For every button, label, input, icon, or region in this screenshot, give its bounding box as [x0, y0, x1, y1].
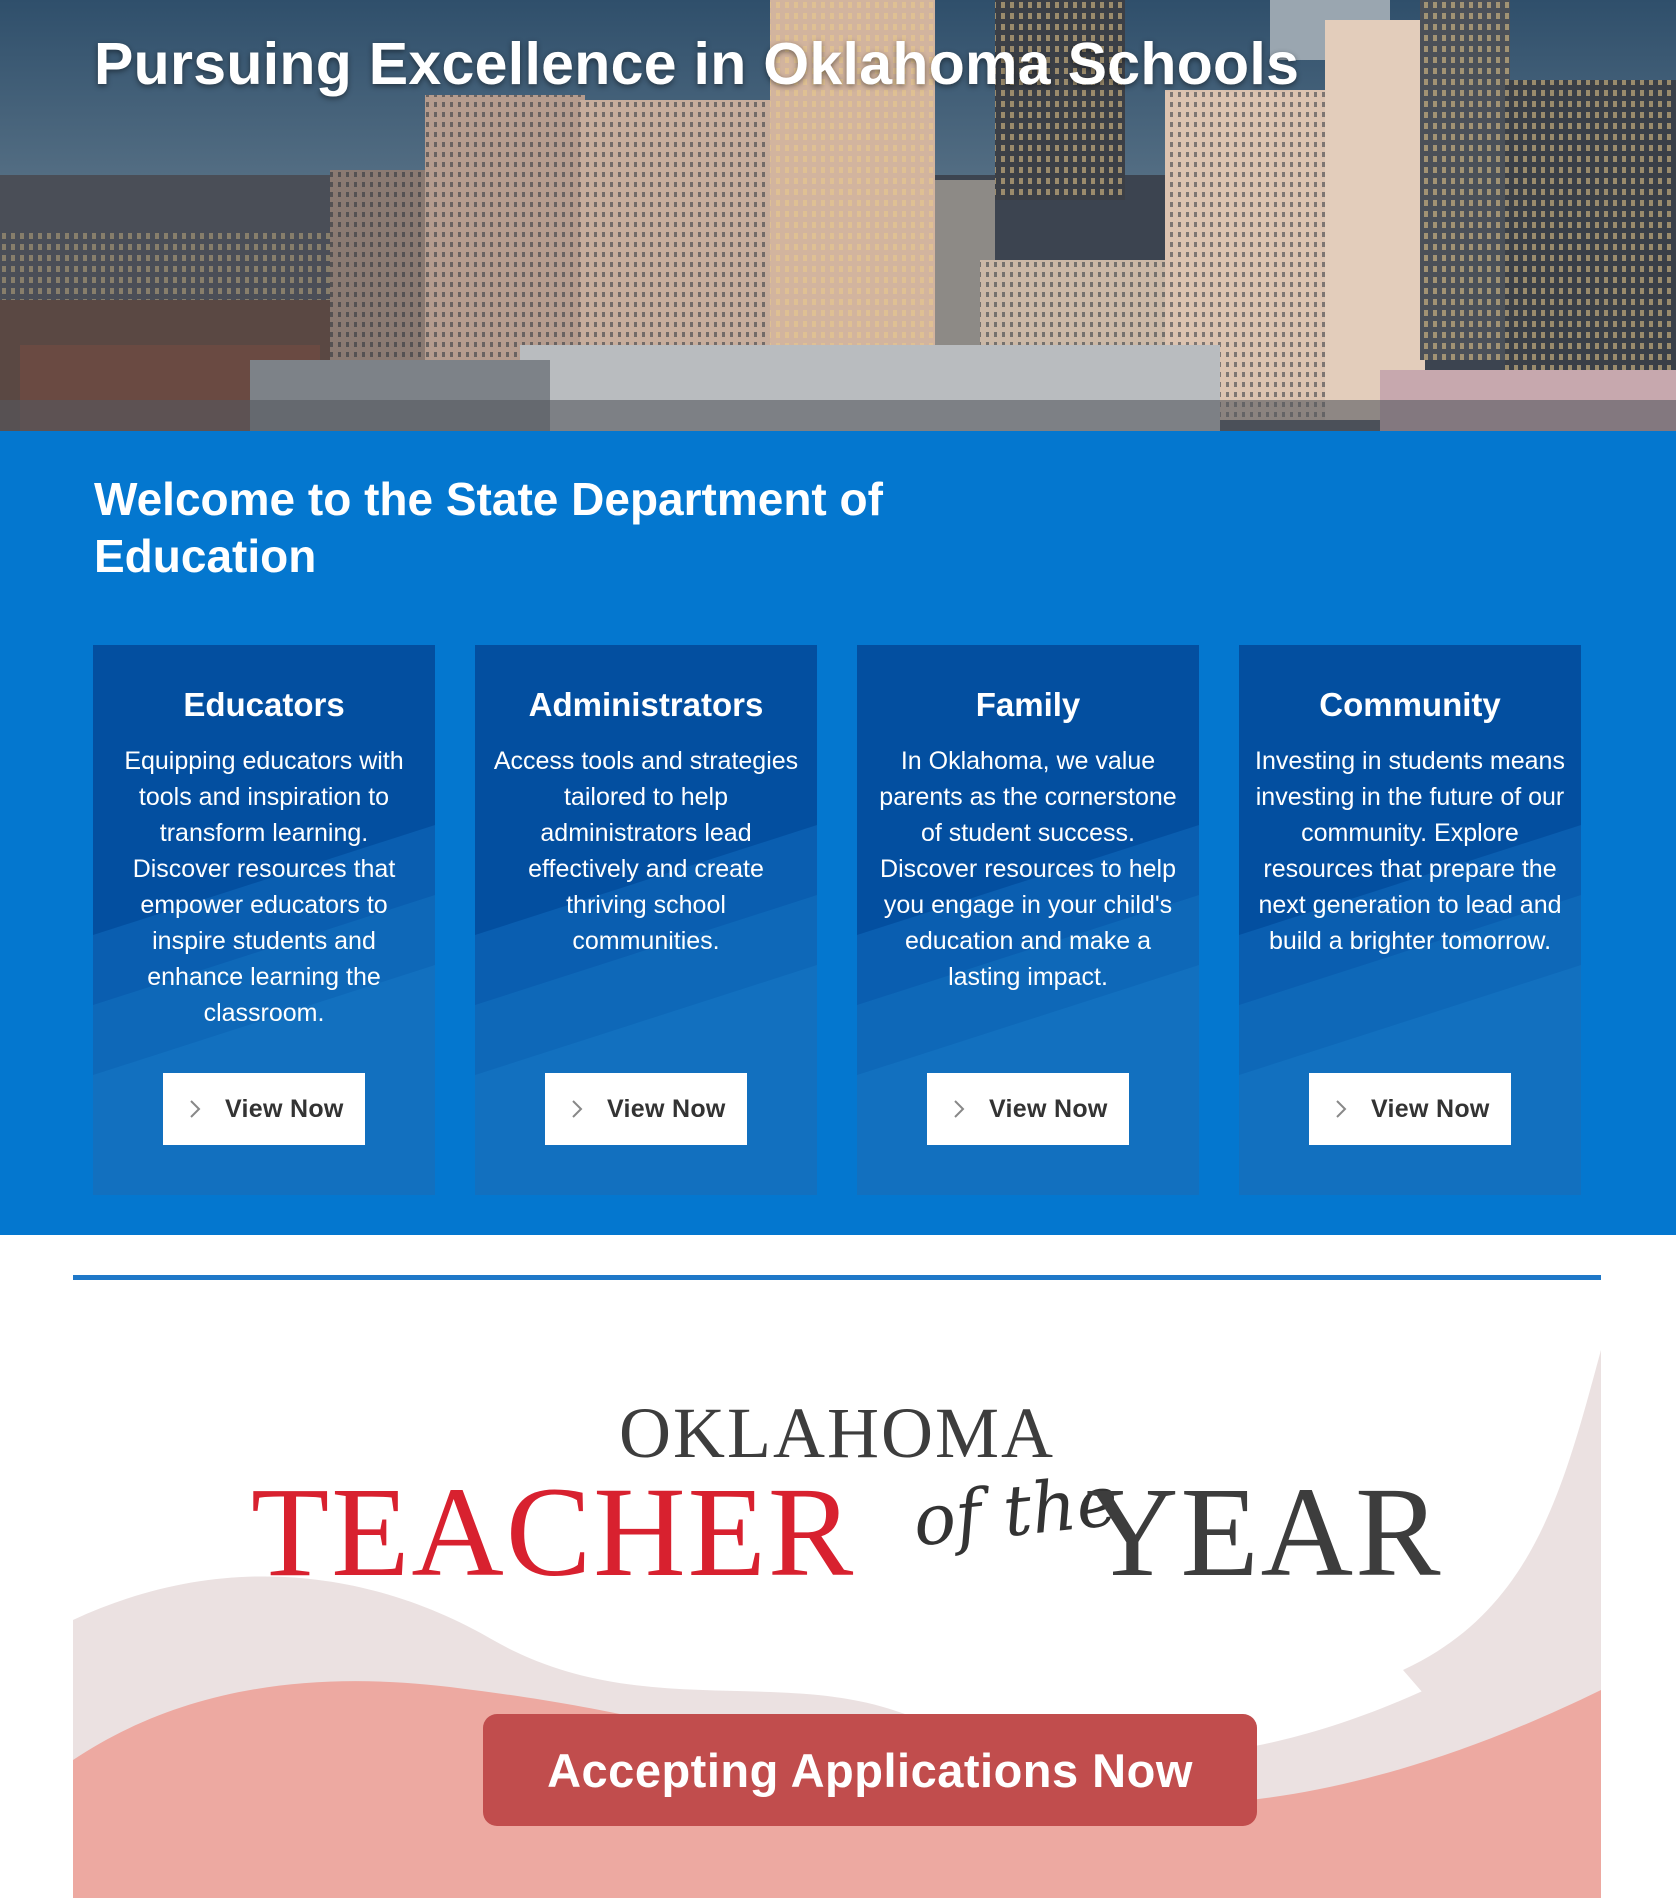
card-educators [93, 645, 435, 1195]
card-title: Administrators [528, 686, 764, 723]
oklahoma-heading: OKLAHOMA [619, 1393, 1055, 1473]
card-community [1239, 645, 1581, 1195]
card-family [857, 645, 1199, 1195]
welcome-section [0, 431, 1676, 1235]
view-now-button-administrators[interactable] [545, 1073, 747, 1145]
card-title: Community [1319, 686, 1501, 723]
card-description: In Oklahoma, we value parents as the cornerstone of student success. Discover resources to help you engage in your child's education and make a lasting impact. [879, 747, 1177, 991]
card-description: Equipping educators with tools and inspiration to transform learning. Discover resources that empower educators to inspire students and enhance learning the classroom. [124, 747, 404, 1027]
of-the-script: of the [909, 1459, 1122, 1563]
accepting-applications-button[interactable]: Accepting Applications Now [483, 1714, 1257, 1826]
chevron-right-icon [949, 1099, 969, 1119]
year-heading: YEAR [1086, 1461, 1443, 1603]
hero-title: Pursuing Excellence in Oklahoma Schools [94, 31, 1300, 97]
view-now-label: View Now [1371, 1095, 1490, 1123]
teacher-of-the-year-banner[interactable] [73, 1290, 1601, 1898]
chevron-right-icon [185, 1099, 205, 1119]
view-now-label: View Now [989, 1095, 1108, 1123]
card-description: Investing in students means investing in the future of our community. Explore resources that prepare the next generation to lead and build a brighter tomorrow. [1255, 747, 1565, 955]
teacher-heading: TEACHER [251, 1461, 856, 1603]
chevron-right-icon [1331, 1099, 1351, 1119]
view-now-button-community[interactable] [1309, 1073, 1511, 1145]
card-title: Educators [183, 686, 345, 723]
section-divider [73, 1275, 1601, 1280]
view-now-label: View Now [607, 1095, 726, 1123]
welcome-title: Welcome to the State Department of Education [94, 473, 883, 582]
card-description: Access tools and strategies tailored to help administrators lead effectively and create thriving school communities. [493, 747, 799, 955]
card-title: Family [975, 686, 1081, 723]
card-administrators [475, 645, 817, 1195]
chevron-right-icon [567, 1099, 587, 1119]
view-now-button-educators[interactable] [163, 1073, 365, 1145]
view-now-label: View Now [225, 1095, 344, 1123]
hero-banner [0, 0, 1676, 431]
view-now-button-family[interactable] [927, 1073, 1129, 1145]
